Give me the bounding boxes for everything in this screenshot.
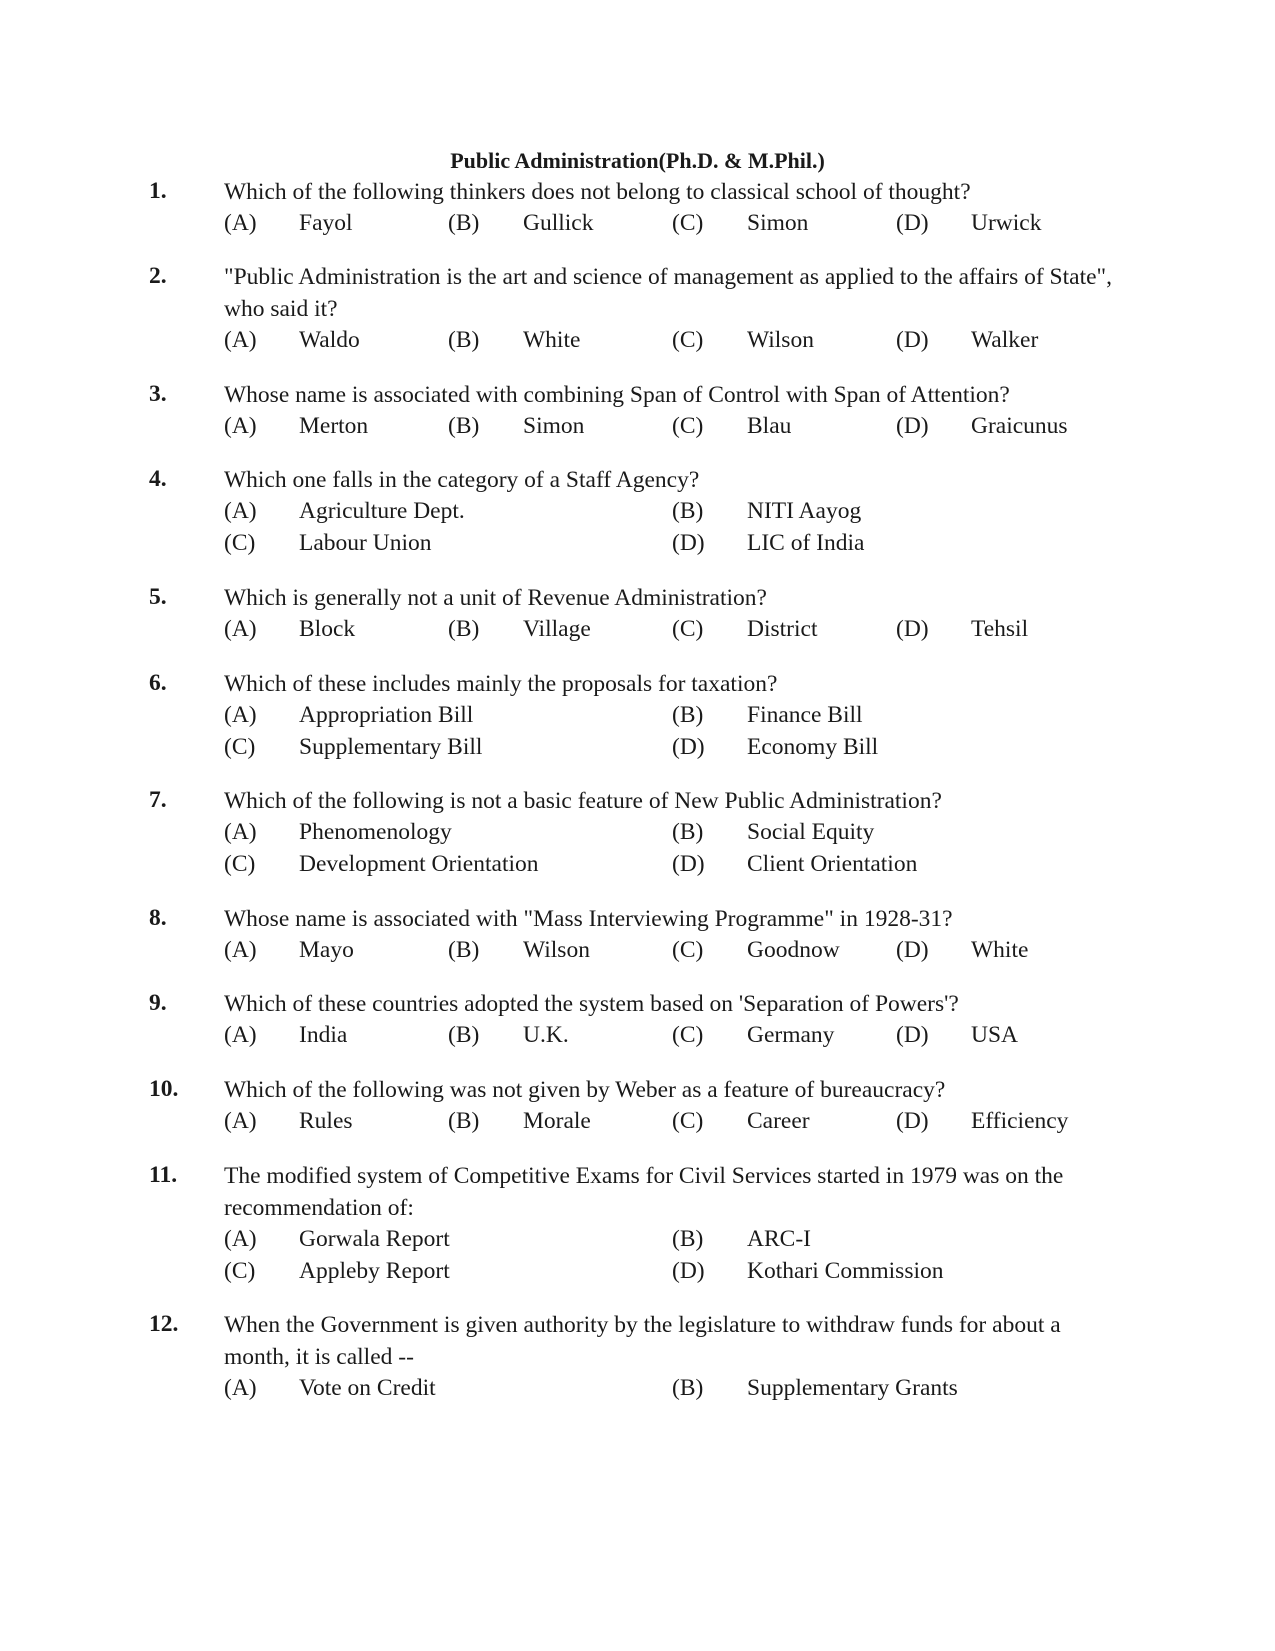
option-text: Goodnow bbox=[747, 937, 840, 963]
option-letter: (C) bbox=[672, 1022, 704, 1048]
question-number: 4. bbox=[149, 466, 167, 492]
option-text: Client Orientation bbox=[747, 851, 918, 877]
option-letter: (C) bbox=[224, 851, 256, 877]
option-letter: (B) bbox=[672, 498, 704, 524]
options bbox=[0, 495, 1275, 559]
option-text: Village bbox=[523, 616, 591, 642]
question-text: Which of the following was not given by Weber as a feature of bureaucracy? bbox=[224, 1077, 946, 1103]
option-text: Blau bbox=[747, 413, 792, 439]
option-text: Career bbox=[747, 1108, 810, 1134]
question-text: Which one falls in the category of a Staff Agency? bbox=[224, 467, 700, 493]
option-letter: (B) bbox=[448, 327, 480, 353]
option-letter: (A) bbox=[224, 413, 257, 439]
option-text: White bbox=[523, 327, 581, 353]
option-letter: (D) bbox=[896, 327, 929, 353]
option-letter: (C) bbox=[672, 616, 704, 642]
option-letter: (C) bbox=[672, 210, 704, 236]
option-text: USA bbox=[971, 1022, 1019, 1048]
option-text: Social Equity bbox=[747, 819, 875, 845]
option-text: Kothari Commission bbox=[747, 1258, 944, 1284]
option-text: Supplementary Grants bbox=[747, 1375, 958, 1401]
question-number: 2. bbox=[149, 263, 167, 289]
option-letter: (C) bbox=[224, 734, 256, 760]
option-text: White bbox=[971, 937, 1029, 963]
option-letter: (B) bbox=[672, 702, 704, 728]
option-text: Labour Union bbox=[299, 530, 432, 556]
option-text: Fayol bbox=[299, 210, 353, 236]
option-text: District bbox=[747, 616, 818, 642]
option-letter: (A) bbox=[224, 1226, 257, 1252]
option-letter: (D) bbox=[896, 1108, 929, 1134]
option-text: Mayo bbox=[299, 937, 354, 963]
question-number: 5. bbox=[149, 584, 167, 610]
question-text: Which of the following thinkers does not belong to classical school of thought? bbox=[224, 179, 971, 205]
option-letter: (A) bbox=[224, 1022, 257, 1048]
option-letter: (C) bbox=[224, 1258, 256, 1284]
option-text: Wilson bbox=[747, 327, 814, 353]
option-text: Appleby Report bbox=[299, 1258, 450, 1284]
option-text: Merton bbox=[299, 413, 369, 439]
option-text: LIC of India bbox=[747, 530, 865, 556]
question-text: Whose name is associated with "Mass Interviewing Programme" in 1928-31? bbox=[224, 906, 953, 932]
option-text: Block bbox=[299, 616, 356, 642]
options bbox=[0, 699, 1275, 763]
option-letter: (D) bbox=[896, 937, 929, 963]
question-text: Which of these includes mainly the proposals for taxation? bbox=[224, 671, 778, 697]
option-letter: (B) bbox=[672, 1226, 704, 1252]
option-text: Urwick bbox=[971, 210, 1042, 236]
question-number: 11. bbox=[149, 1162, 178, 1188]
option-text: Walker bbox=[971, 327, 1039, 353]
option-text: Gullick bbox=[523, 210, 594, 236]
option-letter: (D) bbox=[896, 616, 929, 642]
option-text: Graicunus bbox=[971, 413, 1068, 439]
option-text: Tehsil bbox=[971, 616, 1029, 642]
option-text: Economy Bill bbox=[747, 734, 879, 760]
option-text: Simon bbox=[747, 210, 809, 236]
question-number: 12. bbox=[149, 1311, 179, 1337]
option-letter: (C) bbox=[224, 530, 256, 556]
option-letter: (C) bbox=[672, 937, 704, 963]
option-letter: (B) bbox=[448, 413, 480, 439]
options bbox=[0, 1372, 1275, 1436]
option-text: Simon bbox=[523, 413, 585, 439]
option-text: Rules bbox=[299, 1108, 353, 1134]
option-letter: (A) bbox=[224, 210, 257, 236]
option-text: Phenomenology bbox=[299, 819, 452, 845]
option-text: ARC-I bbox=[747, 1226, 811, 1252]
option-letter: (A) bbox=[224, 819, 257, 845]
option-letter: (D) bbox=[896, 413, 929, 439]
option-text: Germany bbox=[747, 1022, 835, 1048]
option-letter: (A) bbox=[224, 702, 257, 728]
option-letter: (D) bbox=[672, 1258, 705, 1284]
question-number: 6. bbox=[149, 670, 167, 696]
question-number: 9. bbox=[149, 990, 167, 1016]
option-letter: (B) bbox=[672, 1375, 704, 1401]
option-letter: (A) bbox=[224, 327, 257, 353]
option-letter: (C) bbox=[672, 1108, 704, 1134]
option-text: Supplementary Bill bbox=[299, 734, 483, 760]
option-letter: (B) bbox=[448, 1022, 480, 1048]
question-number: 8. bbox=[149, 905, 167, 931]
option-letter: (C) bbox=[672, 413, 704, 439]
option-letter: (B) bbox=[672, 819, 704, 845]
option-letter: (C) bbox=[672, 327, 704, 353]
option-letter: (A) bbox=[224, 616, 257, 642]
option-letter: (A) bbox=[224, 1108, 257, 1134]
option-letter: (A) bbox=[224, 937, 257, 963]
option-letter: (B) bbox=[448, 616, 480, 642]
option-text: Vote on Credit bbox=[299, 1375, 436, 1401]
question-text: When the Government is given authority by the legislature to withdraw funds for about a month, it is called -- bbox=[224, 1312, 1061, 1370]
option-text: Gorwala Report bbox=[299, 1226, 450, 1252]
option-letter: (D) bbox=[896, 1022, 929, 1048]
option-text: Waldo bbox=[299, 327, 360, 353]
options bbox=[0, 1223, 1275, 1287]
option-text: NITI Aayog bbox=[747, 498, 862, 524]
question-text: The modified system of Competitive Exams for Civil Services started in 1979 was on the recommendation of: bbox=[224, 1163, 1064, 1221]
option-letter: (D) bbox=[672, 851, 705, 877]
option-text: India bbox=[299, 1022, 348, 1048]
page-title: Public Administration(Ph.D. & M.Phil.) bbox=[450, 148, 825, 173]
option-text: Efficiency bbox=[971, 1108, 1069, 1134]
question-text: Whose name is associated with combining Span of Control with Span of Attention? bbox=[224, 382, 1010, 408]
option-text: Development Orientation bbox=[299, 851, 539, 877]
option-text: Finance Bill bbox=[747, 702, 863, 728]
question-number: 1. bbox=[149, 178, 167, 204]
question-number: 3. bbox=[149, 381, 167, 407]
option-text: U.K. bbox=[523, 1022, 569, 1048]
option-letter: (A) bbox=[224, 1375, 257, 1401]
option-letter: (D) bbox=[672, 530, 705, 556]
question-number: 10. bbox=[149, 1076, 179, 1102]
options bbox=[0, 816, 1275, 880]
option-text: Wilson bbox=[523, 937, 590, 963]
question-text: Which of these countries adopted the system based on 'Separation of Powers'? bbox=[224, 991, 959, 1017]
option-letter: (D) bbox=[672, 734, 705, 760]
option-letter: (D) bbox=[896, 210, 929, 236]
option-letter: (B) bbox=[448, 937, 480, 963]
question-text: "Public Administration is the art and science of management as applied to the affairs of State", who said it? bbox=[224, 264, 1113, 322]
option-letter: (A) bbox=[224, 498, 257, 524]
option-letter: (B) bbox=[448, 210, 480, 236]
option-text: Agriculture Dept. bbox=[299, 498, 465, 524]
question-text: Which of the following is not a basic feature of New Public Administration? bbox=[224, 788, 942, 814]
option-text: Appropriation Bill bbox=[299, 702, 474, 728]
question-text: Which is generally not a unit of Revenue Administration? bbox=[224, 585, 767, 611]
option-letter: (B) bbox=[448, 1108, 480, 1134]
question-number: 7. bbox=[149, 787, 167, 813]
option-text: Morale bbox=[523, 1108, 591, 1134]
